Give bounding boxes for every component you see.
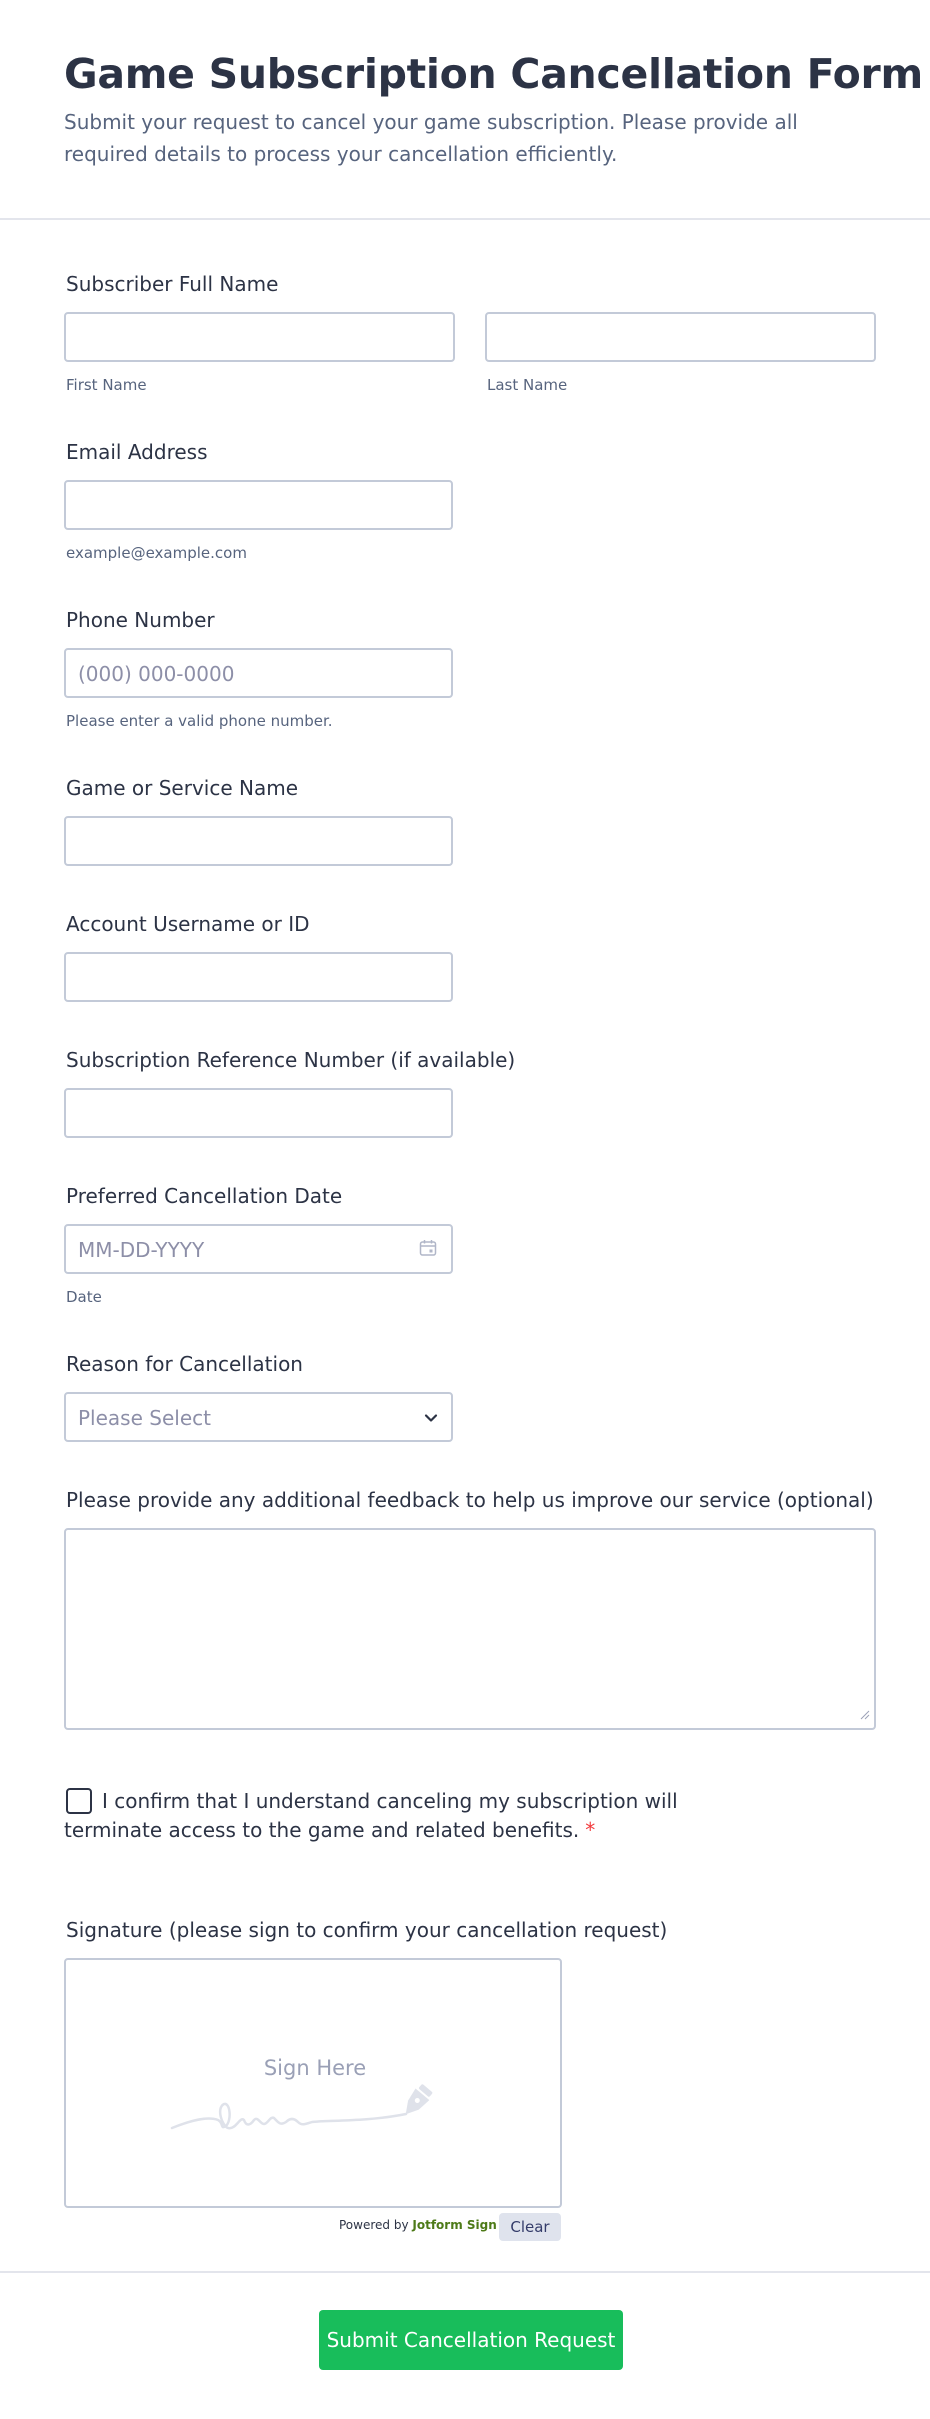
last-name-input[interactable] xyxy=(485,312,876,362)
required-asterisk: * xyxy=(585,1818,596,1842)
powered-by-text xyxy=(339,2218,497,2232)
clear-signature-button[interactable]: Clear xyxy=(499,2213,561,2241)
page-subtitle: Submit your request to cancel your game subscription. Please provide all required details to process your cancellation efficiently. xyxy=(64,110,798,166)
email-label: Email Address xyxy=(66,440,208,464)
reason-selected-value: Please Select xyxy=(78,1406,211,1430)
date-sublabel: Date xyxy=(66,1288,102,1306)
first-name-input[interactable] xyxy=(64,312,455,362)
sign-here-text: Sign Here xyxy=(263,2056,367,2080)
date-label: Preferred Cancellation Date xyxy=(66,1184,343,1208)
date-placeholder: MM-DD-YYYY xyxy=(78,1238,205,1262)
footer-divider xyxy=(0,2271,930,2273)
form-header xyxy=(0,0,930,220)
signature-pen-icon xyxy=(166,2060,446,2140)
game-name-label: Game or Service Name xyxy=(66,776,298,800)
phone-field[interactable] xyxy=(64,648,453,698)
game-name-input[interactable] xyxy=(64,816,453,866)
jotform-sign-brand[interactable]: Jotform Sign xyxy=(412,2218,497,2232)
reason-select[interactable] xyxy=(64,1392,453,1442)
powered-prefix: Powered by xyxy=(339,2218,409,2232)
reason-label: Reason for Cancellation xyxy=(66,1352,303,1376)
chevron-down-icon xyxy=(423,1410,439,1426)
date-input[interactable] xyxy=(64,1224,453,1274)
page-title: Game Subscription Cancellation Form xyxy=(64,50,923,98)
first-name-sublabel: First Name xyxy=(66,376,147,394)
submit-button[interactable]: Submit Cancellation Request xyxy=(319,2310,623,2370)
reference-label: Subscription Reference Number (if available) xyxy=(66,1048,516,1072)
calendar-icon[interactable] xyxy=(419,1239,437,1257)
signature-label: Signature (please sign to confirm your cancellation request) xyxy=(66,1918,668,1942)
email-sublabel: example@example.com xyxy=(66,544,247,562)
resize-handle-icon[interactable] xyxy=(860,1705,870,1724)
feedback-label: Please provide any additional feedback to help us improve our service (optional) xyxy=(66,1488,874,1512)
email-field[interactable] xyxy=(64,480,453,530)
phone-label: Phone Number xyxy=(66,608,215,632)
signature-pad[interactable] xyxy=(64,1958,562,2208)
username-label: Account Username or ID xyxy=(66,912,310,936)
full-name-label: Subscriber Full Name xyxy=(66,272,279,296)
last-name-sublabel: Last Name xyxy=(487,376,568,394)
phone-sublabel: Please enter a valid phone number. xyxy=(66,712,333,730)
phone-placeholder: (000) 000-0000 xyxy=(78,662,235,686)
reference-input[interactable] xyxy=(64,1088,453,1138)
confirm-text xyxy=(64,1787,764,1845)
username-input[interactable] xyxy=(64,952,453,1002)
confirm-label: I confirm that I understand canceling my subscription will terminate access to the game and related benefits. xyxy=(64,1789,678,1842)
feedback-textarea[interactable] xyxy=(64,1528,876,1730)
